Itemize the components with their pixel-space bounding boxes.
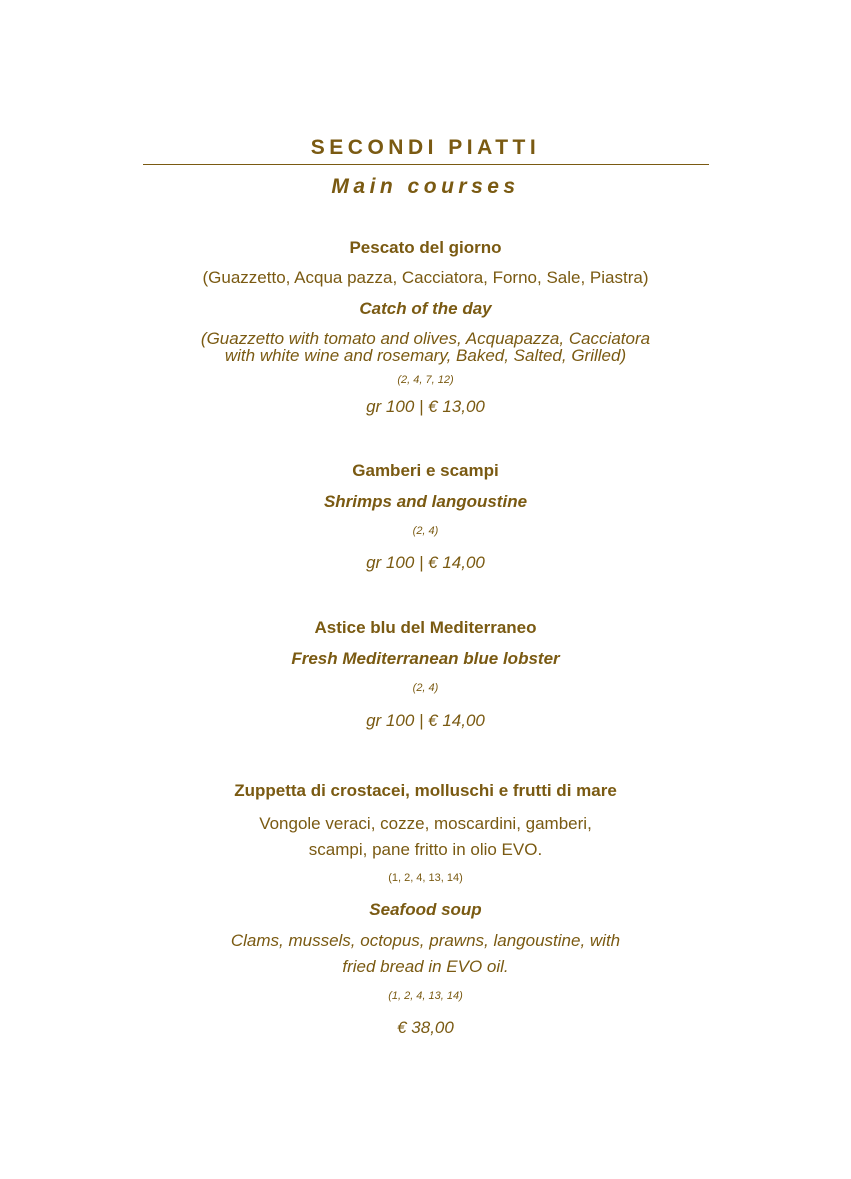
dish-3-name-english: Fresh Mediterranean blue lobster bbox=[291, 649, 560, 668]
dish-4-allergens-english: (1, 2, 4, 13, 14) bbox=[388, 990, 463, 1002]
dish-2-price: gr 100 | € 14,00 bbox=[366, 553, 485, 572]
dish-1-description-english-line-1: (Guazzetto with tomato and olives, Acquapazza, Cacciatora bbox=[200, 329, 651, 348]
dish-4-description-italian-line-2: scampi, pane fritto in olio EVO. bbox=[308, 840, 543, 859]
dish-3-allergens: (2, 4) bbox=[412, 682, 439, 694]
dish-3-price: gr 100 | € 14,00 bbox=[366, 711, 485, 730]
section-title-italian: SECONDI PIATTI bbox=[310, 136, 541, 159]
dish-1-name-english: Catch of the day bbox=[359, 299, 492, 318]
dish-4-description-italian-line-1: Vongole veraci, cozze, moscardini, gamberi, bbox=[259, 814, 592, 833]
dish-2-name-italian: Gamberi e scampi bbox=[352, 461, 499, 480]
dish-2-allergens: (2, 4) bbox=[412, 525, 439, 537]
dish-4-name-italian: Zuppetta di crostacei, molluschi e frutti di mare bbox=[234, 781, 617, 800]
section-title-english: Main courses bbox=[331, 175, 520, 198]
dish-4-description-english-line-2: fried bread in EVO oil. bbox=[342, 957, 509, 976]
dish-1-allergens: (2, 4, 7, 12) bbox=[397, 374, 454, 386]
dish-3-name-italian: Astice blu del Mediterraneo bbox=[314, 618, 537, 637]
title-divider bbox=[143, 164, 709, 165]
dish-4-description-english-line-1: Clams, mussels, octopus, prawns, langoustine, with bbox=[230, 931, 621, 950]
dish-1-description-english-line-2: with white wine and rosemary, Baked, Salted, Grilled) bbox=[224, 346, 627, 365]
dish-1-name-italian: Pescato del giorno bbox=[349, 238, 502, 257]
dish-2-name-english: Shrimps and langoustine bbox=[323, 492, 528, 511]
dish-4-name-english: Seafood soup bbox=[369, 900, 482, 919]
dish-1-price: gr 100 | € 13,00 bbox=[366, 397, 485, 416]
dish-4-price: € 38,00 bbox=[397, 1018, 454, 1037]
dish-4-allergens-italian: (1, 2, 4, 13, 14) bbox=[388, 872, 463, 884]
dish-1-description-italian: (Guazzetto, Acqua pazza, Cacciatora, Forno, Sale, Piastra) bbox=[202, 268, 649, 287]
